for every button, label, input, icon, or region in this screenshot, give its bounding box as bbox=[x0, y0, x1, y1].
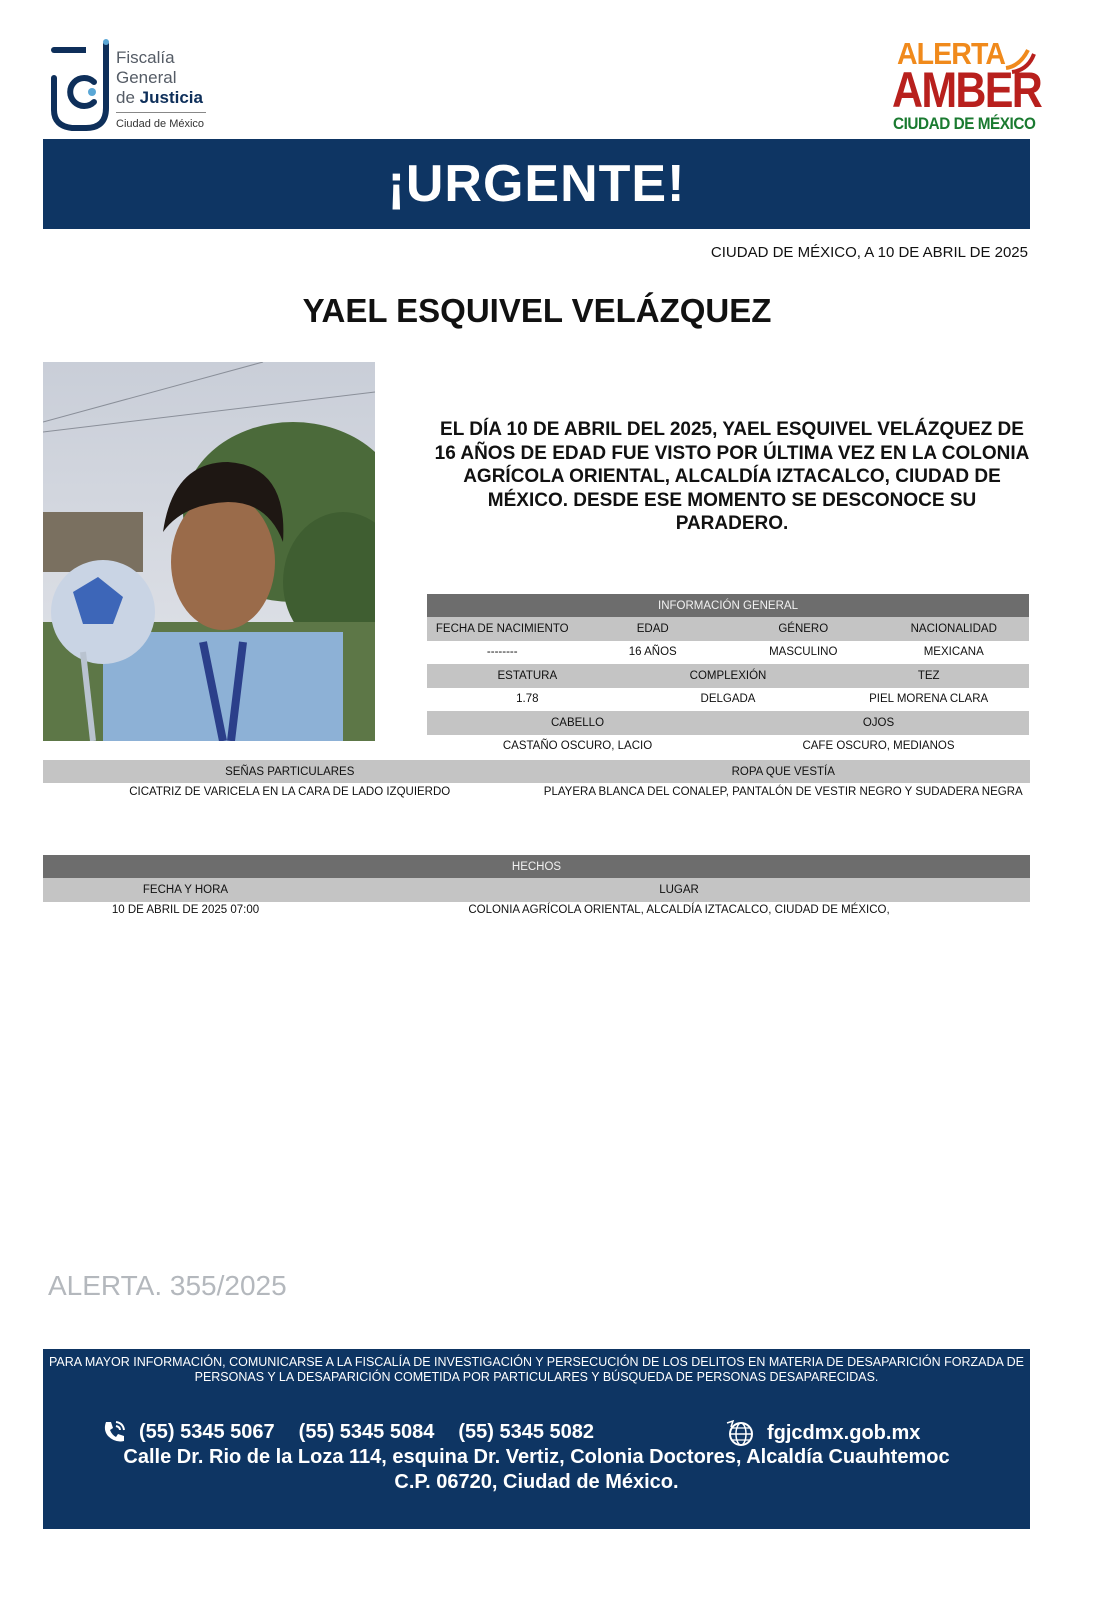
issue-date: CIUDAD DE MÉXICO, A 10 DE ABRIL DE 2025 bbox=[710, 244, 1028, 261]
value-marks: CICATRIZ DE VARICELA EN LA CARA DE LADO IZQUIERDO bbox=[129, 786, 451, 798]
general-info-table bbox=[427, 594, 1029, 758]
globe-icon bbox=[725, 1419, 755, 1447]
amber-logo-cdmx: CIUDAD DE MÉXICO bbox=[893, 114, 1036, 133]
header-hair: CABELLO bbox=[550, 716, 605, 729]
value-birthdate: -------- bbox=[486, 646, 518, 659]
footer-address bbox=[43, 1445, 1030, 1495]
fgj-subtitle: Ciudad de México bbox=[116, 118, 205, 130]
header-eyes: OJOS bbox=[862, 716, 895, 729]
fgj-line2: General bbox=[116, 68, 177, 87]
header-nationality: NACIONALIDAD bbox=[910, 622, 997, 635]
address-line1: Calle Dr. Rio de la Loza 114, esquina Dr. Vertiz, Colonia Doctores, Alcaldía Cuauhtemoc bbox=[123, 1446, 950, 1468]
phone-1[interactable]: (55) 5345 5067 bbox=[139, 1420, 275, 1443]
value-age: 16 AÑOS bbox=[628, 646, 677, 659]
header-gender: GÉNERO bbox=[778, 622, 829, 635]
header-complexion: TEZ bbox=[917, 669, 940, 682]
phone-icon bbox=[101, 1419, 127, 1445]
general-info-title: INFORMACIÓN GENERAL bbox=[658, 599, 798, 612]
person-name: YAEL ESQUIVEL VELÁZQUEZ bbox=[302, 292, 772, 329]
disappearance-description: EL DÍA 10 DE ABRIL DEL 2025, YAEL ESQUIVEL VELÁZQUEZ DE 16 AÑOS DE EDAD FUE VISTO POR ÚLTIMA VEZ EN LA COLONIA AGRÍCOLA ORIENTAL, ALCALDÍA IZTACALCO, CIUDAD DE MÉXICO. DESDE ESE MOMENTO SE DESCONOCE SU PARADERO. bbox=[434, 419, 1030, 534]
value-build: DELGADA bbox=[700, 693, 756, 706]
value-height: 1.78 bbox=[516, 693, 539, 706]
marks-clothing-table bbox=[43, 760, 1030, 801]
header-place: LUGAR bbox=[659, 884, 699, 896]
header-birthdate: FECHA DE NACIMIENTO bbox=[435, 622, 569, 635]
footer-website bbox=[725, 1419, 920, 1447]
amber-signal-icon bbox=[1002, 40, 1038, 80]
alert-number: ALERTA. 355/2025 bbox=[48, 1270, 287, 1301]
footer-phones bbox=[101, 1419, 618, 1445]
fgj-line3a: de bbox=[116, 88, 135, 107]
header-age: EDAD bbox=[636, 622, 669, 635]
website-link[interactable]: fgjcdmx.gob.mx bbox=[767, 1421, 921, 1444]
amber-logo-alerta: ALERTA bbox=[897, 36, 1006, 71]
urgent-banner bbox=[43, 139, 1030, 229]
address-line2: C.P. 06720, Ciudad de México. bbox=[394, 1471, 679, 1493]
person-photo bbox=[43, 362, 375, 741]
value-eyes: CAFE OSCURO, MEDIANOS bbox=[802, 740, 955, 753]
footer-note: PARA MAYOR INFORMACIÓN, COMUNICARSE A LA FISCALÍA DE INVESTIGACIÓN Y PERSECUCIÓN DE LOS DELITOS EN MATERIA DE DESAPARICIÓN FORZADA DE PERSONAS Y LA DESAPARICIÓN COMETIDA POR PARTICULARES Y BÚSQUEDA DE PERSONAS DESAPARECIDAS. bbox=[49, 1355, 1024, 1384]
header-build: COMPLEXIÓN bbox=[689, 669, 767, 682]
header-height: ESTATURA bbox=[497, 669, 558, 682]
facts-title: HECHOS bbox=[511, 860, 562, 873]
header-marks: SEÑAS PARTICULARES bbox=[225, 765, 355, 778]
contact-footer bbox=[43, 1349, 1030, 1529]
value-clothing: PLAYERA BLANCA DEL CONALEP, PANTALÓN DE VESTIR NEGRO Y SUDADERA NEGRA bbox=[543, 786, 1023, 798]
fgj-name bbox=[116, 48, 203, 108]
header-clothing: ROPA QUE VESTÍA bbox=[731, 765, 835, 778]
fgj-line3b: Justicia bbox=[139, 88, 203, 107]
value-gender: MASCULINO bbox=[769, 646, 838, 659]
fgj-divider bbox=[116, 112, 206, 113]
banner-title: ¡URGENTE! bbox=[387, 155, 686, 213]
fgj-line1: Fiscalía bbox=[116, 48, 175, 67]
value-hair: CASTAÑO OSCURO, LACIO bbox=[502, 740, 653, 753]
header-datetime: FECHA Y HORA bbox=[142, 884, 229, 896]
value-datetime: 10 DE ABRIL DE 2025 07:00 bbox=[111, 904, 260, 916]
value-complexion: PIEL MORENA CLARA bbox=[869, 693, 989, 706]
value-nationality: MEXICANA bbox=[923, 646, 984, 659]
amber-logo-amber: AMBER bbox=[892, 62, 1042, 118]
phone-3[interactable]: (55) 5345 5082 bbox=[458, 1420, 595, 1443]
value-place: COLONIA AGRÍCOLA ORIENTAL, ALCALDÍA IZTACALCO, CIUDAD DE MÉXICO, bbox=[468, 904, 890, 916]
facts-table bbox=[43, 855, 1030, 918]
phone-2[interactable]: (55) 5345 5084 bbox=[298, 1420, 435, 1443]
